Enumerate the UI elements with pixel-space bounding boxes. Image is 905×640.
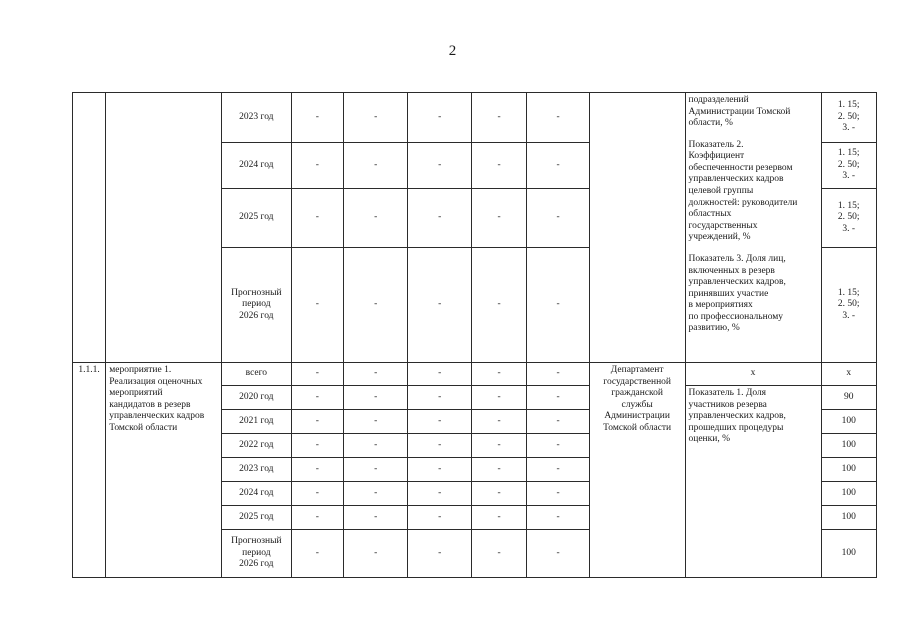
executor-cell: Департамент государственной гражданской службы Администрации Томской области <box>589 363 685 578</box>
year-cell: 2022 год <box>222 434 292 458</box>
target-cell: 100 <box>821 530 877 578</box>
value-cell: - <box>471 482 526 506</box>
value-cell: - <box>527 143 589 189</box>
value-cell: - <box>408 143 471 189</box>
value-cell: - <box>471 363 526 386</box>
year-cell: всего <box>222 363 292 386</box>
target-cell: 90 <box>821 386 877 410</box>
page-number: 2 <box>448 43 457 59</box>
value-cell: - <box>291 410 343 434</box>
indicator-text: Показатель 3. Доля лиц, включенных в резерв управленческих кадров, принявших участие в мероприятиях по профессиональному развитию, % <box>688 253 786 334</box>
target-cell: 100 <box>821 458 877 482</box>
value-cell: - <box>291 93 343 143</box>
value-cell: - <box>344 386 408 410</box>
value-cell: - <box>344 189 408 248</box>
value-cell: - <box>527 363 589 386</box>
value-cell: - <box>344 363 408 386</box>
value-cell: - <box>471 530 526 578</box>
value-cell: - <box>471 410 526 434</box>
indicator-cell: Показатель 1. Доля участников резерва управленческих кадров, прошедших процедуры оценки, % <box>685 386 821 578</box>
table-row <box>73 93 877 143</box>
value-cell: - <box>527 434 589 458</box>
value-cell: - <box>527 189 589 248</box>
value-cell: - <box>408 458 471 482</box>
value-cell: - <box>291 363 343 386</box>
value-cell: - <box>344 248 408 363</box>
year-cell: 2024 год <box>222 143 292 189</box>
value-cell: - <box>344 482 408 506</box>
value-cell: - <box>408 482 471 506</box>
number-cell: 1.1.1. <box>73 363 106 578</box>
value-cell: - <box>408 506 471 530</box>
year-cell: Прогнозный период 2026 год <box>222 248 292 363</box>
target-cell: 100 <box>821 410 877 434</box>
value-cell: - <box>471 189 526 248</box>
year-cell: 2023 год <box>222 458 292 482</box>
value-cell: - <box>408 410 471 434</box>
value-cell: - <box>408 189 471 248</box>
value-cell: - <box>527 530 589 578</box>
target-cell: 1. 15; 2. 50; 3. - <box>821 93 877 143</box>
value-cell: - <box>527 482 589 506</box>
value-cell: - <box>408 363 471 386</box>
target-cell: 1. 15; 2. 50; 3. - <box>821 143 877 189</box>
value-cell: - <box>527 410 589 434</box>
value-cell: - <box>291 143 343 189</box>
value-cell: - <box>408 93 471 143</box>
value-cell: - <box>471 458 526 482</box>
year-cell: 2020 год <box>222 386 292 410</box>
value-cell: - <box>344 434 408 458</box>
value-cell: - <box>471 248 526 363</box>
value-cell: - <box>408 530 471 578</box>
value-cell: - <box>344 410 408 434</box>
value-cell: - <box>291 189 343 248</box>
year-cell: 2021 год <box>222 410 292 434</box>
value-cell: - <box>527 248 589 363</box>
name-cell: мероприятие 1. Реализация оценочных мероприятий кандидатов в резерв управленческих кадров Томской области <box>106 363 222 578</box>
target-cell: 1. 15; 2. 50; 3. - <box>821 189 877 248</box>
indicator-cell <box>685 93 821 363</box>
target-cell: 100 <box>821 506 877 530</box>
target-cell: 1. 15; 2. 50; 3. - <box>821 248 877 363</box>
value-cell: - <box>471 434 526 458</box>
value-cell: - <box>471 506 526 530</box>
value-cell: - <box>291 386 343 410</box>
indicator-text: подразделений Администрации Томской области, % <box>688 95 791 129</box>
table-row <box>73 363 877 386</box>
value-cell: - <box>408 248 471 363</box>
value-cell: - <box>344 458 408 482</box>
value-cell: - <box>527 386 589 410</box>
value-cell: - <box>471 93 526 143</box>
target-cell: x <box>821 363 877 386</box>
name-cell <box>106 93 222 363</box>
indicator-text: Показатель 2. Коэффициент обеспеченности резервом управленческих кадров целевой группы должностей: руководители областных государственных учреждений, % <box>688 139 798 243</box>
value-cell: - <box>471 143 526 189</box>
year-cell: Прогнозный период 2026 год <box>222 530 292 578</box>
value-cell: - <box>291 506 343 530</box>
value-cell: - <box>344 143 408 189</box>
value-cell: - <box>291 434 343 458</box>
year-cell: 2023 год <box>222 93 292 143</box>
value-cell: - <box>527 506 589 530</box>
year-cell: 2025 год <box>222 189 292 248</box>
year-cell: 2024 год <box>222 482 292 506</box>
value-cell: - <box>291 248 343 363</box>
target-cell: 100 <box>821 434 877 458</box>
value-cell: - <box>408 434 471 458</box>
indicator-total-cell: x <box>685 363 821 386</box>
value-cell: - <box>291 482 343 506</box>
value-cell: - <box>344 93 408 143</box>
value-cell: - <box>471 386 526 410</box>
value-cell: - <box>291 530 343 578</box>
value-cell: - <box>291 458 343 482</box>
program-table <box>72 92 877 578</box>
target-cell: 100 <box>821 482 877 506</box>
number-cell <box>73 93 106 363</box>
executor-cell <box>589 93 685 363</box>
value-cell: - <box>408 386 471 410</box>
value-cell: - <box>344 530 408 578</box>
value-cell: - <box>344 506 408 530</box>
value-cell: - <box>527 458 589 482</box>
year-cell: 2025 год <box>222 506 292 530</box>
value-cell: - <box>527 93 589 143</box>
